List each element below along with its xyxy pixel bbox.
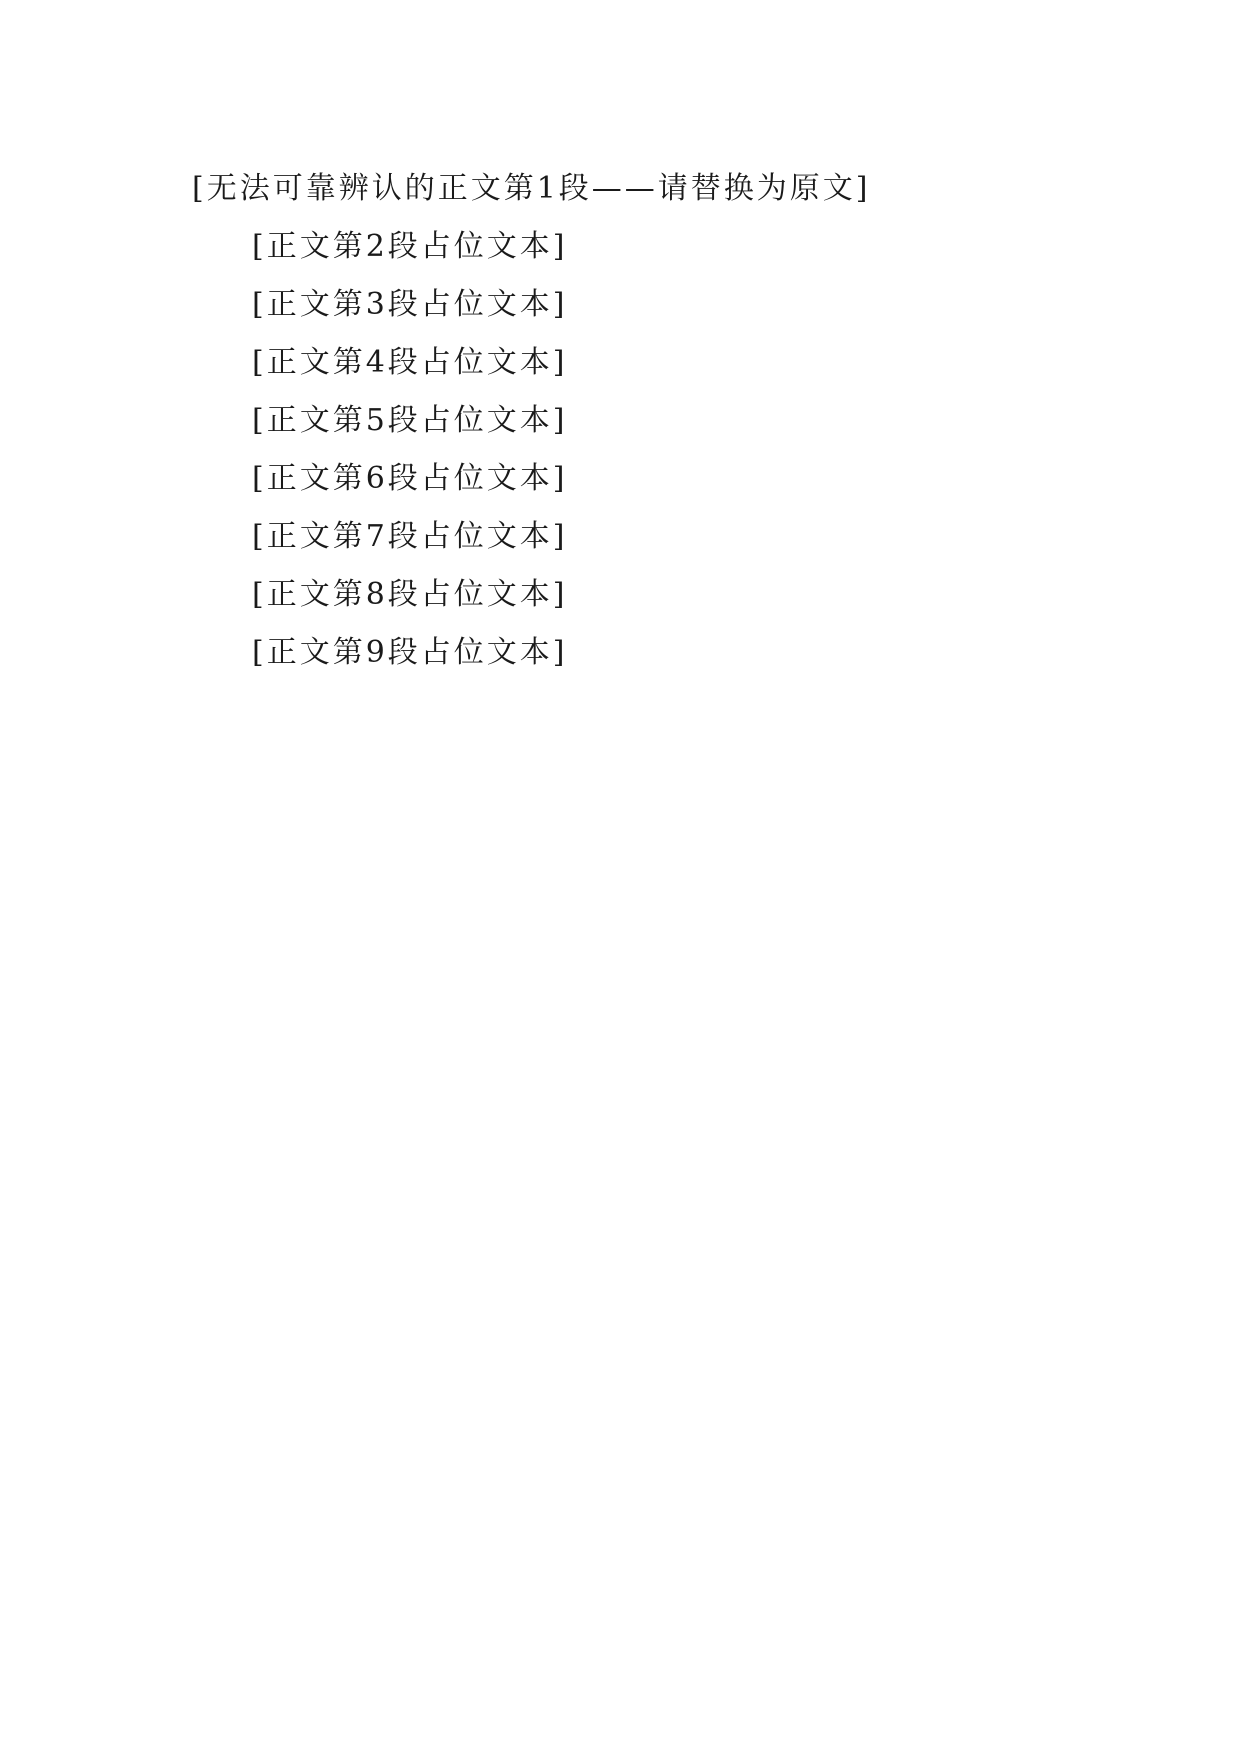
- paragraph: [正文第2段占位文本]: [252, 229, 568, 264]
- paragraph: [正文第3段占位文本]: [252, 287, 568, 322]
- document-body: [192, 160, 1062, 682]
- paragraph: [正文第9段占位文本]: [252, 635, 568, 670]
- paragraph: [正文第7段占位文本]: [252, 519, 568, 554]
- paragraph: [正文第5段占位文本]: [252, 403, 568, 438]
- paragraph: [正文第4段占位文本]: [252, 345, 568, 380]
- paragraph: [正文第6段占位文本]: [252, 461, 568, 496]
- paragraph: [无法可靠辨认的正文第1段——请替换为原文]: [192, 171, 871, 206]
- paragraph: [正文第8段占位文本]: [252, 577, 568, 612]
